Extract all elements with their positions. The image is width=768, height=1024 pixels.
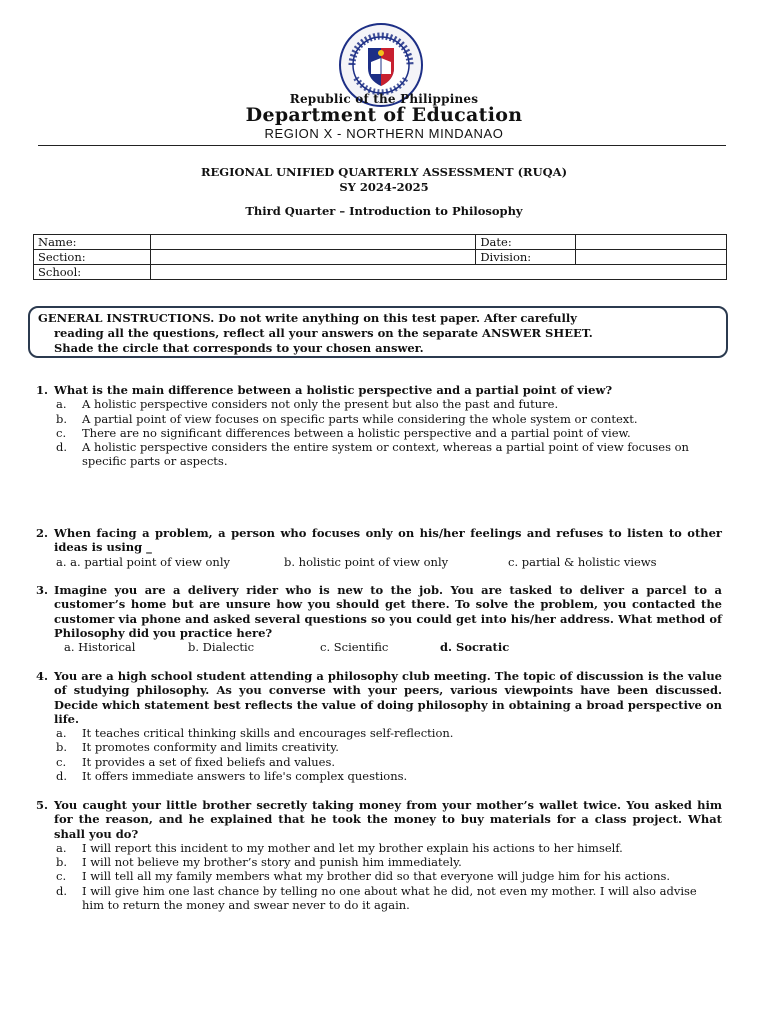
general-instructions-box — [28, 306, 728, 358]
question-number: 5. — [36, 798, 49, 812]
division-label: Division: — [476, 250, 576, 265]
section-label: Section: — [34, 250, 151, 265]
question-4 — [36, 669, 722, 783]
question-number: 2. — [36, 526, 49, 540]
option-b[interactable]: b. It promotes conformity and limits creativity. — [56, 740, 339, 755]
question-1 — [36, 383, 722, 469]
instructions-line: Shade the circle that corresponds to your chosen answer. — [54, 341, 424, 355]
question-3 — [36, 583, 722, 654]
table-row — [34, 250, 727, 265]
exam-title: REGIONAL UNIFIED QUARTERLY ASSESSMENT (RUQA) — [200, 165, 568, 179]
option-b[interactable]: b. holistic point of view only — [284, 554, 449, 569]
option-d[interactable]: d. It offers immediate answers to life's complex questions. — [56, 769, 408, 784]
inline-options — [36, 640, 722, 654]
student-info-table — [33, 234, 727, 280]
header-divider — [38, 145, 726, 146]
option-d[interactable]: d. I will give him one last chance by telling no one about what he did, not even my mother. I will also advise him to return the money and swear never to do it again. — [56, 883, 697, 913]
question-2 — [36, 526, 722, 569]
question-stem: What is the main difference between a holistic perspective and a partial point of view? — [54, 383, 613, 397]
option-c[interactable]: c. I will tell all my family members what my brother did so that everyone will judge him for his actions. — [56, 869, 671, 884]
division-field[interactable] — [576, 250, 727, 265]
question-number: 4. — [36, 669, 49, 683]
option-a[interactable]: a. a. partial point of view only — [56, 554, 231, 569]
instructions-line: reading all the questions, reflect all your answers on the separate ANSWER SHEET. — [54, 326, 593, 340]
name-label: Name: — [34, 235, 151, 250]
question-number: 1. — [36, 383, 49, 397]
section-field[interactable] — [150, 250, 475, 265]
school-year: SY 2024-2025 — [339, 180, 429, 194]
option-a[interactable]: a. Historical — [64, 640, 136, 655]
question-stem: You are a high school student attending a philosophy club meeting. The topic of discussion is the value of studying philosophy. As you converse with your peers, various viewpoints have been discussed. Decide which statement best reflects the value of doing philosophy in obtaining a broad perspective on life. — [54, 669, 722, 726]
inline-options — [36, 555, 722, 569]
option-a[interactable]: a. A holistic perspective considers not only the present but also the past and future. — [56, 397, 559, 412]
name-field[interactable] — [150, 235, 475, 250]
department-heading: Department of Education — [245, 104, 523, 126]
date-label: Date: — [476, 235, 576, 250]
instructions-line: GENERAL INSTRUCTIONS. Do not write anything on this test paper. After carefully — [38, 311, 577, 325]
question-5 — [36, 798, 722, 912]
option-b[interactable]: b. I will not believe my brother’s story and punish him immediately. — [56, 855, 462, 870]
table-row — [34, 265, 727, 280]
question-stem: You caught your little brother secretly taking money from your mother’s wallet twice. You asked him for the reason, and he explained that he took the money to buy materials for a class project. What shall you do? — [54, 798, 722, 841]
table-row — [34, 235, 727, 250]
option-a[interactable]: a. I will report this incident to my mother and let my brother explain his actions to her himself. — [56, 840, 623, 855]
school-label: School: — [34, 265, 151, 280]
question-number: 3. — [36, 583, 49, 597]
republic-heading: Republic of the Philippines — [289, 92, 479, 106]
option-a[interactable]: a. It teaches critical thinking skills and encourages self-reflection. — [56, 726, 454, 741]
question-stem: Imagine you are a delivery rider who is new to the job. You are tasked to deliver a parcel to a customer’s home but are unsure how you should get there. To solve the problem, you contacted the customer via phone and asked several questions so you could get into his/her address. What method of Philosophy did you practice here? — [54, 583, 722, 640]
option-c[interactable]: c. partial & holistic views — [508, 554, 657, 569]
option-c[interactable]: c. It provides a set of fixed beliefs and values. — [56, 754, 336, 769]
option-d[interactable]: d. Socratic — [440, 640, 510, 655]
option-b[interactable]: b. A partial point of view focuses on specific parts while considering the whole system or context. — [56, 411, 638, 426]
option-c[interactable]: c. There are no significant differences between a holistic perspective and a partial point of view. — [56, 425, 631, 440]
option-d[interactable]: d. A holistic perspective considers the entire system or context, whereas a partial point of view focuses on specific parts or aspects. — [56, 440, 689, 469]
option-c[interactable]: c. Scientific — [320, 640, 389, 655]
question-stem: When facing a problem, a person who focuses only on his/her feelings and refuses to listen to other ideas is using _ — [54, 526, 722, 555]
region-heading: REGION X - NORTHERN MINDANAO — [264, 126, 504, 141]
date-field[interactable] — [576, 235, 727, 250]
option-b[interactable]: b. Dialectic — [188, 640, 255, 655]
quarter-subject: Third Quarter – Introduction to Philosophy — [245, 204, 523, 218]
school-field[interactable] — [150, 265, 726, 280]
